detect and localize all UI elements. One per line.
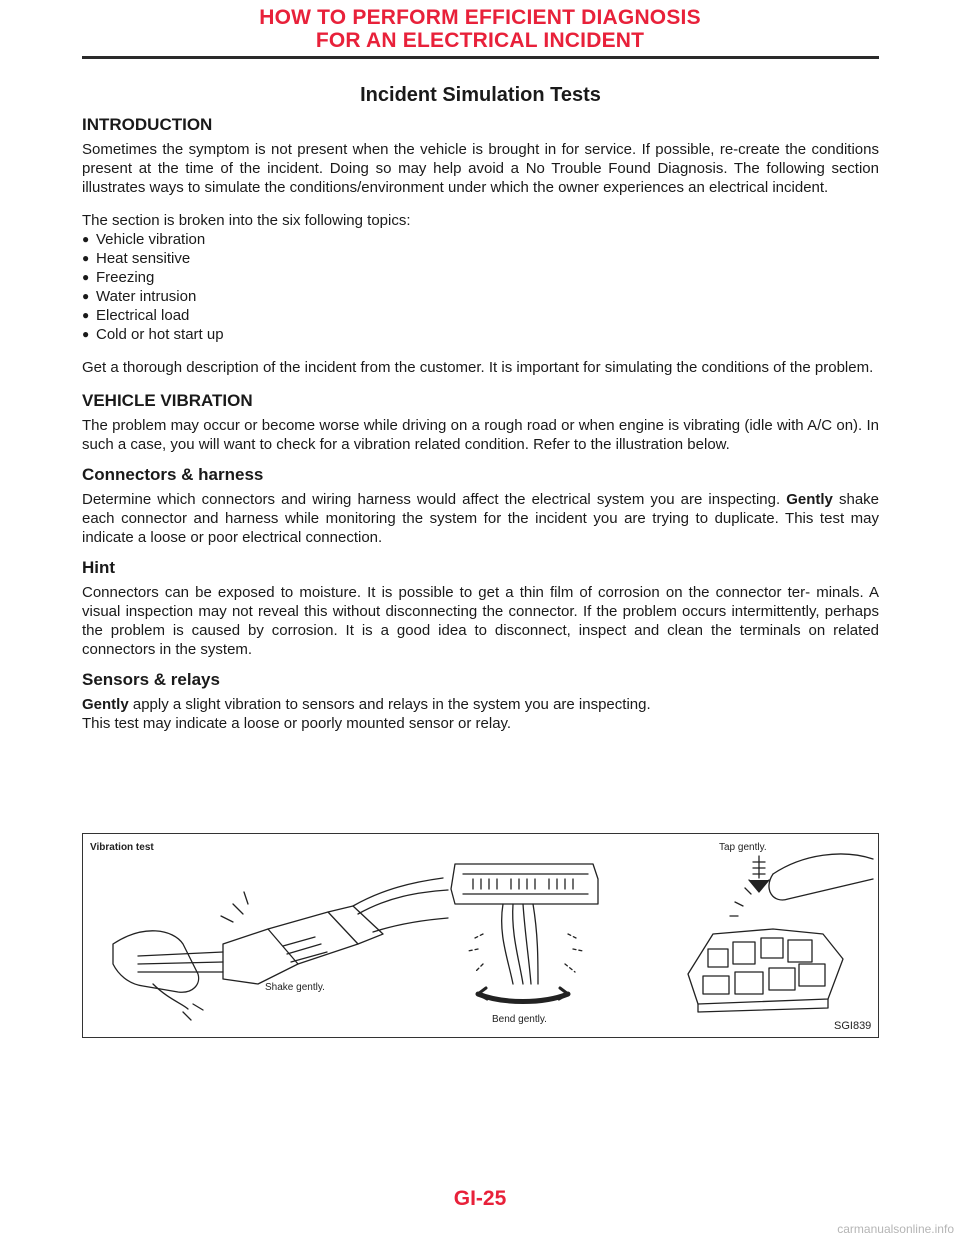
list-item: ● Electrical load [82,306,879,325]
introduction-heading: INTRODUCTION [82,115,213,134]
list-item: ● Water intrusion [82,287,879,306]
topics-intro: The section is broken into the six following topics: [82,212,411,229]
shake-gently-label: Shake gently. [265,982,325,993]
section-introduction [82,115,879,377]
sensors-heading: Sensors & relays [82,670,220,689]
list-item: ● Heat sensitive [82,249,879,268]
section-connectors-harness [82,465,879,547]
connectors-emphasis: Gently [786,491,833,508]
sensors-line-1 [82,695,879,714]
connectors-paragraph [82,490,879,547]
section-vehicle-vibration [82,391,879,454]
connectors-text-after: shake each connector and harness while monitoring the system for the incident you are trying to duplicate. This test may indicate a loose or poor electrical connection. [82,491,880,546]
list-item: ● Cold or hot start up [82,325,879,344]
tap-gently-label: Tap gently. [719,842,767,853]
topics-list [82,230,879,344]
vehicle-vibration-heading: VEHICLE VIBRATION [82,391,253,410]
page-number: GI-25 [453,1187,507,1210]
sensors-line-2: This test may indicate a loose or poorly mounted sensor or relay. [82,715,512,732]
sensors-text-line-1: apply a slight vibration to sensors and relays in the system you are inspecting. [132,696,651,713]
connectors-text-before: Determine which connectors and wiring harness would affect the electrical system you are inspecting. [82,491,781,508]
watermark: carmanualsonline.info [837,1222,954,1236]
introduction-paragraph: Sometimes the symptom is not present when the vehicle is brought in for service. If possible, re-create the conditions present at the time of the incident. Doing so may help avoid a No Trouble Found Diagnosis. The following section illustrates ways to simulate the conditions/environment under which the owner experiences an electrical incident. [82,141,879,196]
bend-gently-label: Bend gently. [492,1014,547,1025]
page-title: Incident Simulation Tests [360,84,601,106]
list-item: ● Freezing [82,268,879,287]
connectors-heading: Connectors & harness [82,465,264,484]
vibration-test-illustration [83,834,880,1039]
vehicle-vibration-paragraph: The problem may occur or become worse while driving on a rough road or when engine is vibrating (idle with A/C on). In such a case, you will want to check for a vibration related condition. Refer to the illustration below. [82,417,879,453]
vibration-test-figure [82,833,879,1038]
sensors-emphasis: Gently [82,696,129,713]
header-line-2: FOR AN ELECTRICAL INCIDENT [315,29,645,52]
tap-relay-drawing [688,854,873,1012]
section-hint [82,558,879,659]
page-header [0,6,960,52]
hint-heading: Hint [82,558,116,577]
header-line-1: HOW TO PERFORM EFFICIENT DIAGNOSIS [259,6,701,29]
figure-code: SGI839 [834,1020,872,1032]
hint-paragraph: Connectors can be exposed to moisture. It is possible to get a thin film of corrosion on the connector ter- minals. A visual inspection may not reveal this without disconnecting the connector. If the problem occurs intermittently, perhaps the problem is caused by corrosion. It is a good idea to disconnect, inspect and clean the terminals on related connectors in the system. [82,584,879,658]
shake-connector-drawing [113,878,448,1020]
introduction-closing: Get a thorough description of the incident from the customer. It is important for simulating the conditions of the problem. [82,359,874,376]
section-sensors-relays [82,670,879,733]
header-rule [82,56,879,59]
page-content [82,84,879,733]
bend-harness-drawing [451,864,598,1002]
figure-title: Vibration test [90,842,154,853]
list-item: ● Vehicle vibration [82,230,879,249]
